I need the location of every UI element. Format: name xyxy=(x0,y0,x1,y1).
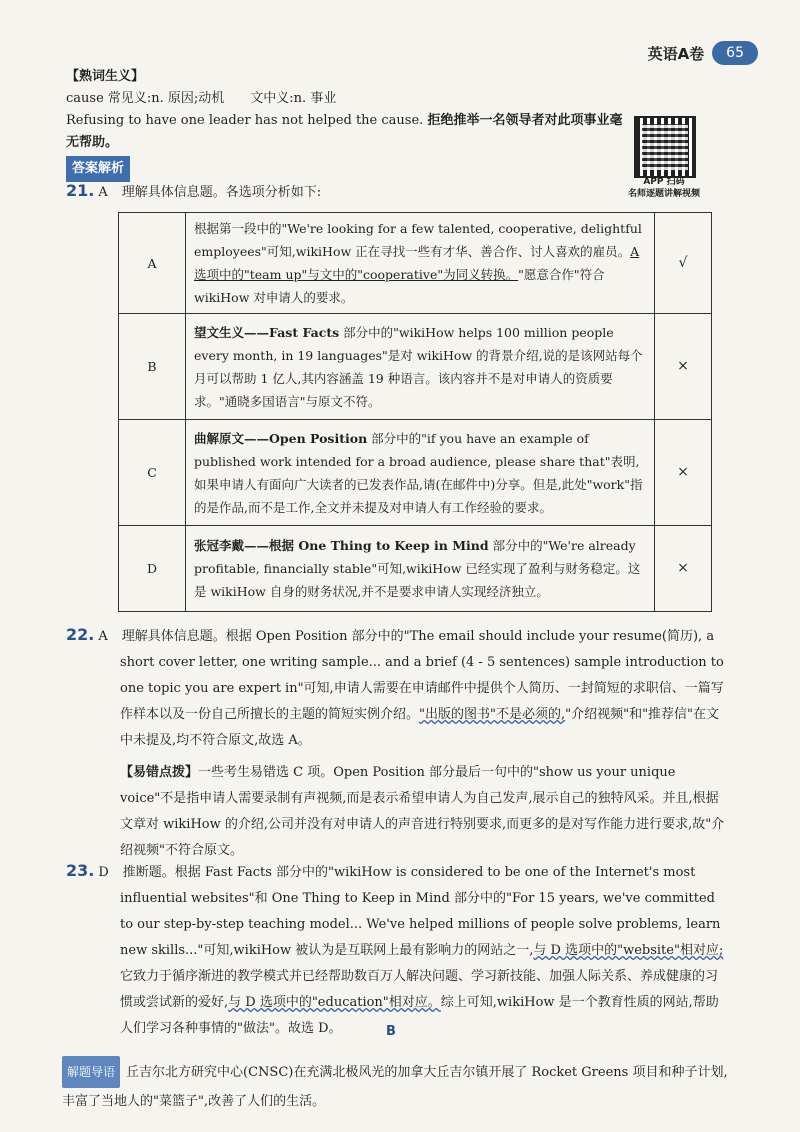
q22-tip-title: 【易错点拨】 xyxy=(120,765,199,780)
table-row xyxy=(119,526,712,612)
q23-underlined-2: 与 D 选项中的"education"相对应。 xyxy=(228,995,441,1010)
q21-intro: 理解具体信息题。各选项分析如下: xyxy=(121,185,322,200)
answer-badge: 答案解析 xyxy=(66,156,130,182)
q22-text: 理解具体信息题。根据 Open Position 部分中的"The email should include your resume(简历), a short cover letter, one writing sample... and a brief (4 - 5 sentences) sample introduction to one topic you are expert in"可知,申请人需要在申请邮件中提供个人简历、一封简短的求职信、一篇写作样本以及一份自己所擅长的主题的简短实例介绍。 xyxy=(120,629,724,722)
q21-table xyxy=(118,212,712,612)
option-c: C xyxy=(119,420,186,526)
page-number: 65 xyxy=(712,41,758,65)
qr-code-icon[interactable] xyxy=(634,116,696,178)
vocab-block xyxy=(66,66,730,182)
q23-number: 23. xyxy=(66,861,95,880)
guide-text: 丘吉尔北方研究中心(CNSC)在充满北极风光的加拿大丘吉尔镇开展了 Rocket Greens 项目和种子计划,丰富了当地人的"菜篮子",改善了人们的生活。 xyxy=(62,1065,728,1109)
q21-number: 21. xyxy=(66,181,95,200)
q22-block xyxy=(66,622,730,864)
check-icon: √ xyxy=(655,213,712,314)
option-a: A xyxy=(119,213,186,314)
table-row xyxy=(119,314,712,420)
qr-caption-line1: APP 扫码 xyxy=(643,177,685,187)
option-d-lead: 张冠李戴——根据 One Thing to Keep in Mind xyxy=(194,538,489,553)
option-d-body: 部分中的"We're already profitable, financially stable"可知,wikiHow 已经实现了盈利与财务稳定。这是 wikiHow 自身的财务状况,并不是要求申请人实现经济独立。 xyxy=(194,538,641,599)
q23-answer: D xyxy=(98,865,109,880)
q21-heading xyxy=(66,180,730,204)
q22-answer: A xyxy=(98,629,108,644)
q22-paragraph xyxy=(66,622,730,754)
cross-icon: × xyxy=(655,526,712,612)
option-d-text xyxy=(186,526,655,612)
option-a-text xyxy=(186,213,655,314)
vocab-example-zh: 拒绝推举一名领导者对此项事业毫无帮助。 xyxy=(66,113,623,150)
q22-text-end: "介绍视频"和"推荐信"在文中未提及,均不符合原文,故选 A。 xyxy=(120,707,720,748)
vocab-line1: cause 常见义:n. 原因;动机 文中义:n. 事业 xyxy=(66,91,337,106)
cross-icon: × xyxy=(655,314,712,420)
q22-number: 22. xyxy=(66,625,95,644)
vocab-example-en: Refusing to have one leader has not helped the cause. xyxy=(66,113,424,128)
option-c-body: 部分中的"if you have an example of published work intended for a broad audience, please share that"表明,如果申请人有面向广大读者的已发表作品,请(在邮件中)分享。但是,此处"work"指的是作品,而不是工作,全文并未提及对申请人有工作经验的要求。 xyxy=(194,430,643,515)
q23-block xyxy=(66,858,730,1042)
option-c-text xyxy=(186,420,655,526)
option-a-text-2: A 选项中的"team up"与文中的"cooperative"为同义转换。 xyxy=(194,244,640,282)
option-b: B xyxy=(119,314,186,420)
option-b-text xyxy=(186,314,655,420)
q23-text-end: 综上可知,wikiHow 是一个教育性质的网站,帮助人们学习各种事情的"做法"。故选 D。 xyxy=(120,995,719,1036)
page-header xyxy=(648,38,758,68)
q23-paragraph xyxy=(66,858,730,1042)
table-row xyxy=(119,213,712,314)
guide-badge: 解题导语 xyxy=(62,1056,120,1088)
option-c-lead: 曲解原文——Open Position xyxy=(194,430,368,446)
q22-tip-text: 一些考生易错选 C 项。Open Position 部分最后一句中的"show us your unique voice"不是指申请人需要录制有声视频,而是表示希望申请人为自己发声,展示自己的独特风采。并且,根据文章对 wikiHow 的介绍,公司并没有对申请人的声音进行特别要求,而更多的是对写作能力进行要求,故"介绍视频"不符合原文。 xyxy=(120,765,725,858)
cross-icon: × xyxy=(655,420,712,526)
table-row xyxy=(119,420,712,526)
section-b-heading: B xyxy=(386,1024,396,1039)
option-b-body: 部分中的"wikiHow helps 100 million people every month, in 19 languages"是对 wikiHow 的背景介绍,说的是该网站每个月可以帮助 1 亿人,其内容涵盖 19 种语言。该内容并不是对申请人的资质要求。"通晓多国语言"与原文不符。 xyxy=(194,324,643,409)
option-b-lead: 望文生义——Fast Facts xyxy=(194,324,340,340)
q23-underlined-1: 与 D 选项中的"website"相对应; xyxy=(533,943,724,958)
q22-underlined: "出版的图书"不是必须的, xyxy=(419,707,566,722)
option-d: D xyxy=(119,526,186,612)
q23-text-mid: 它致力于循序渐进的教学模式并已经帮助数百万人解决问题、学习新技能、加强人际关系、养成健康的习惯或尝试新的爱好, xyxy=(120,969,719,1010)
q23-text: 推断题。根据 Fast Facts 部分中的"wikiHow is considered to be one of the Internet's most influential websites"和 One Thing to Keep in Mind 部分中的"For 15 years, we've committed to our step-by-step teaching model... We've helped millions of people solve problems, learn new skills..."可知,wikiHow 被认为是互联网上最有影响力的网站之一, xyxy=(120,865,721,958)
q21-answer: A xyxy=(98,185,108,200)
option-a-text-3: "愿意合作"符合 wikiHow 对申请人的要求。 xyxy=(194,267,605,305)
header-label: 英语A卷 xyxy=(647,44,705,63)
vocab-title: 【熟词生义】 xyxy=(66,69,145,84)
option-a-text-1: 根据第一段中的"We're looking for a few talented, cooperative, delightful employees"可知,wikiHow 正在寻找一些有才华、善合作、讨人喜欢的雇员。 xyxy=(194,221,642,259)
qr-caption-line2: 名师逐题讲解视频 xyxy=(627,189,700,199)
vocab-line2 xyxy=(66,110,626,154)
q22-tip xyxy=(66,760,730,864)
guide-block xyxy=(62,1056,730,1116)
